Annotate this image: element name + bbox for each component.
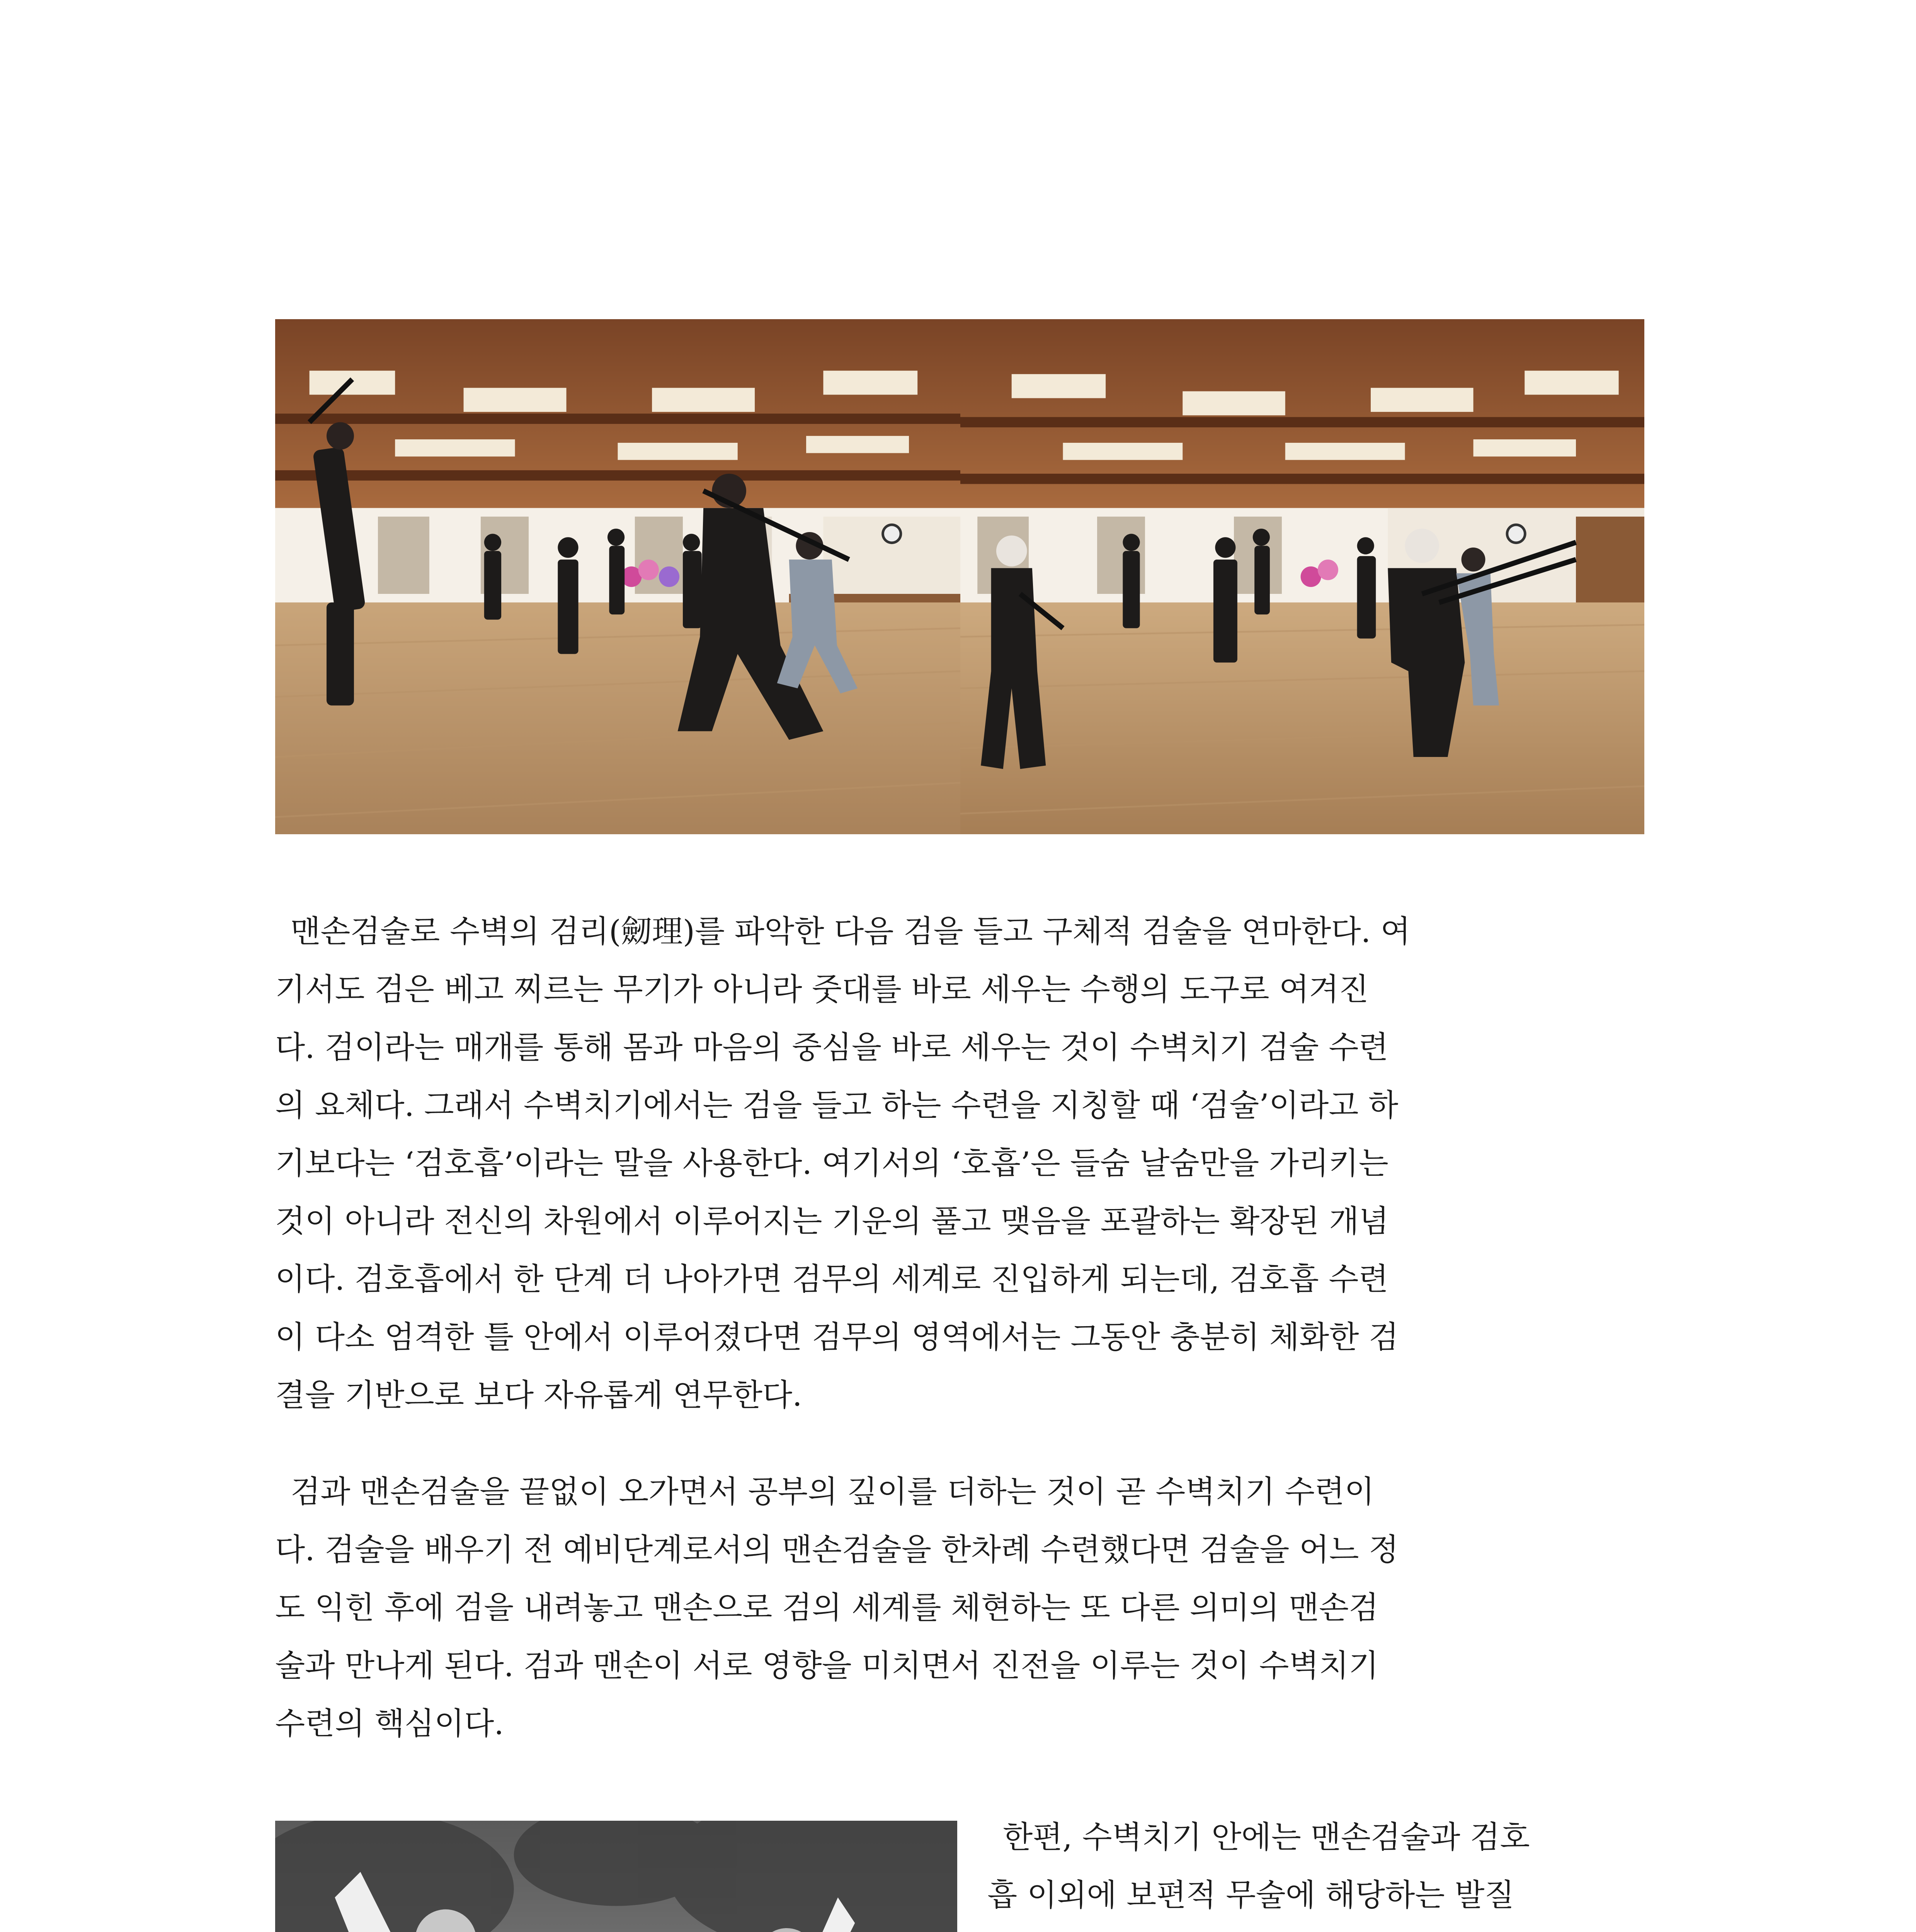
paragraph-line: 한편, 수벽치기 안에는 맨손검술과 검호 [1003,1819,1530,1855]
paragraph-line: 이 다소 엄격한 틀 안에서 이루어졌다면 검무의 영역에서는 그동안 충분히 체화한 검 [275,1319,1399,1355]
dojo-sword-practice-photo-left [275,319,960,834]
paragraph-line: 술과 만나게 된다. 검과 맨손이 서로 영향을 미치면서 진전을 이루는 것이 수벽치기 [275,1648,1379,1684]
paragraph-line: 의 요체다. 그래서 수벽치기에서는 검을 들고 하는 수련을 지칭할 때 ‘검술’이라고 하 [275,1087,1399,1123]
body-paragraph-3 [987,1808,1644,1932]
body-paragraph-2 [275,1463,1644,1753]
paragraph-line: 것이 아니라 전신의 차원에서 이루어지는 기운의 풀고 맺음을 포괄하는 확장된 개념 [275,1203,1389,1239]
paragraph-line: 맨손검술로 수벽의 검리(劒理)를 파악한 다음 검을 들고 구체적 검술을 연마한다. 여 [291,913,1411,949]
paragraph-line: 기보다는 ‘검호흡’이라는 말을 사용한다. 여기서의 ‘호흡’은 들숨 날숨만을 가리키는 [275,1145,1389,1181]
paragraph-line: 이다. 검호흡에서 한 단계 더 나아가면 검무의 세계로 진입하게 되는데, 검호흡 수련 [275,1261,1389,1297]
body-paragraph-1 [275,903,1644,1424]
paragraph-line: 다. 검이라는 매개를 통해 몸과 마음의 중심을 바로 세우는 것이 수벽치기 검술 수련 [275,1029,1389,1065]
paragraph-line: 검과 맨손검술을 끝없이 오가면서 공부의 깊이를 더하는 것이 곧 수벽치기 수련이 [291,1474,1375,1510]
paragraph-line: 다. 검술을 배우기 전 예비단계로서의 맨손검술을 한차례 수련했다면 검술을 어느 정 [275,1532,1399,1568]
paragraph-line [987,1924,1644,1932]
paragraph-line: 기서도 검은 베고 찌르는 무기가 아니라 줏대를 바로 세우는 수행의 도구로 여겨진 [275,971,1369,1007]
paragraph-line: 도 익힌 후에 검을 내려놓고 맨손으로 검의 세계를 체현하는 또 다른 의미의 맨손검 [275,1590,1379,1626]
paragraph-line: 수련의 핵심이다. [275,1706,504,1742]
dojo-sword-practice-photo-right [960,319,1644,834]
paragraph-line: 흡 이외에 보편적 무술에 해당하는 발질 [987,1877,1514,1913]
paragraph-line: 결을 기반으로 보다 자유롭게 연무한다. [275,1377,802,1413]
sparring-kick-photo [275,1821,957,1932]
